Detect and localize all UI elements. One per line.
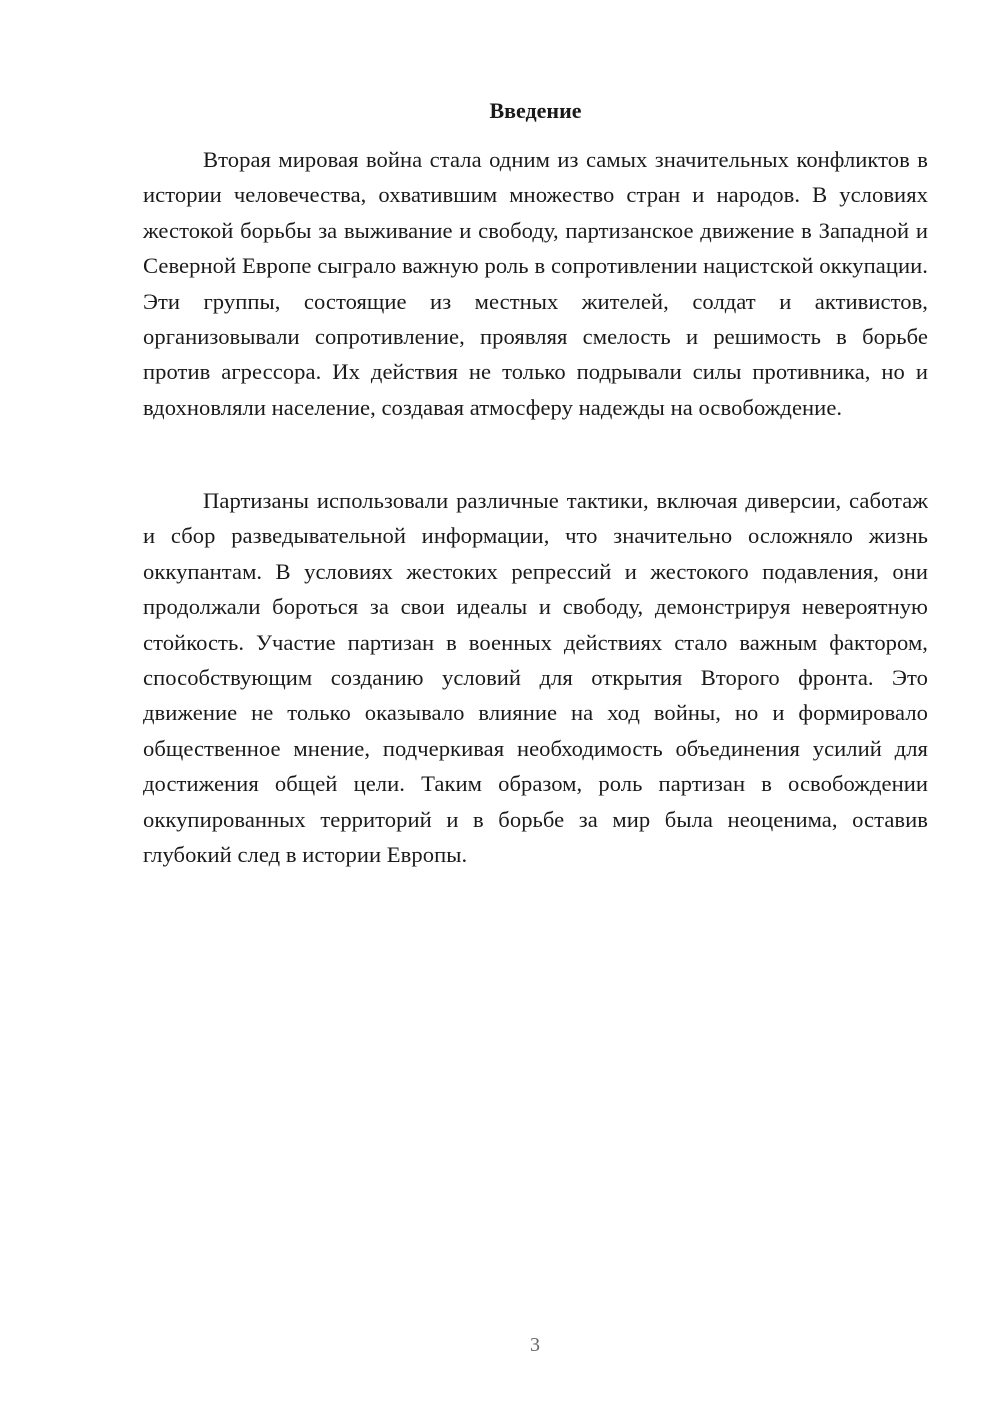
section-heading: Введение: [489, 98, 582, 123]
page-number: 3: [530, 1334, 540, 1356]
paragraph-2: Партизаны использовали различные тактики, включая диверсии, саботаж и сбор разведывательной информации, что значительно осложняло жизнь оккупантам. В условиях жестоких репрессий и жестокого подавления, они продолжали бороться за свои идеалы и свободу, демонстрируя невероятную стойкость. Участие партизан в военных действиях стало важным фактором, способствующим созданию условий для открытия Второго фронта. Это движение не только оказывало влияние на ход войны, но и формировало общественное мнение, подчеркивая необходимость объединения усилий для достижения общей цели. Таким образом, роль партизан в освобождении оккупированных территорий и в борьбе за мир была неоценима, оставив глубокий след в истории Европы.: [143, 488, 928, 868]
paragraph-1: Вторая мировая война стала одним из самых значительных конфликтов в истории человечества, охватившим множество стран и народов. В условиях жестокой борьбы за выживание и свободу, партизанское движение в Западной и Северной Европе сыграло важную роль в сопротивлении нацистской оккупации. Эти группы, состоящие из местных жителей, солдат и активистов, организовывали сопротивление, проявляя смелость и решимость в борьбе против агрессора. Их действия не только подрывали силы противника, но и вдохновляли население, создавая атмосферу надежды на освобождение.: [143, 147, 928, 420]
